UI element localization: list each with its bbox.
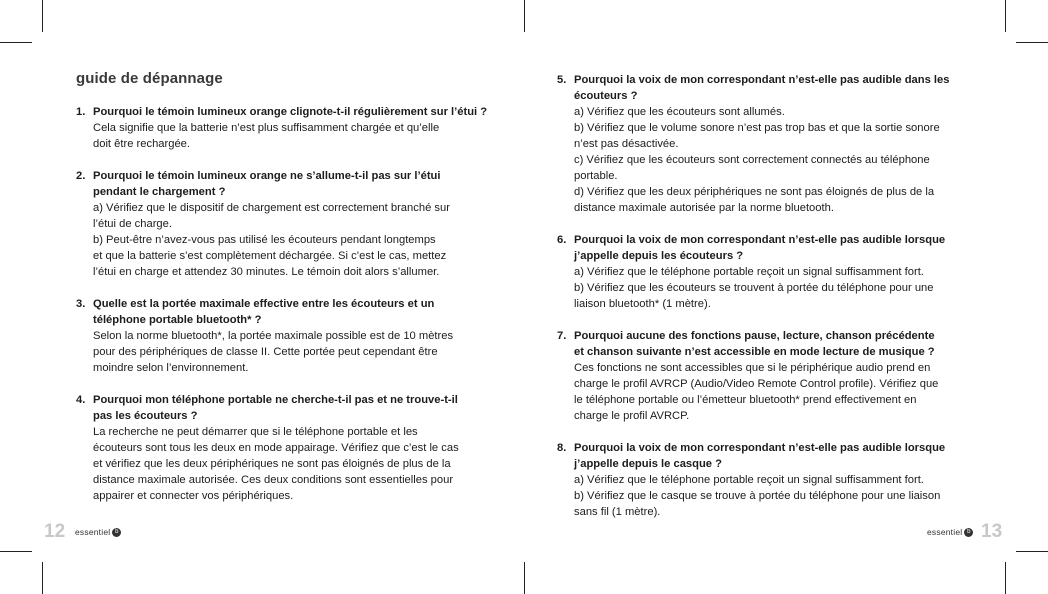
crop-mark: [0, 42, 32, 43]
answer: La recherche ne peut démarrer que si le téléphone portable et les écouteurs sont tous les deux en mode appairage. Vérifiez que c’est le cas et vérifiez que les deux périphériques ne sont pas éloignés de plus de la distance maximale autorisée. Ces deux conditions sont essentielles pour appairer et connecter vos périphériques.: [93, 426, 459, 502]
item-number: 7.: [557, 330, 567, 342]
page-number-left: 12: [44, 521, 66, 542]
brand-name: essentiel: [927, 527, 963, 537]
brand-mark-icon: b: [964, 528, 973, 537]
item-number: 6.: [557, 234, 567, 246]
brand-logo-right: [927, 527, 973, 537]
faq-item: [557, 440, 977, 520]
crop-mark: [1005, 0, 1006, 32]
answer: Selon la norme bluetooth*, la portée maximale possible est de 10 mètres pour des périphériques de classe II. Cette portée peut cependant être moindre selon l’environnement.: [93, 330, 454, 374]
right-page: [557, 72, 977, 536]
question: Pourquoi la voix de mon correspondant n’est-elle pas audible lorsque j’appelle depuis le casque ?: [574, 442, 946, 470]
crop-mark: [42, 0, 43, 32]
faq-item: [557, 72, 977, 216]
faq-item: [76, 392, 496, 504]
answer: Ces fonctions ne sont accessibles que si le périphérique audio prend en charge le profil AVRCP (Audio/Video Remote Control profile). Vérifiez que le téléphone portable ou l’émetteur bluetooth* prend effectivement en charge le profil AVRCP.: [574, 362, 939, 422]
answer: a) Vérifiez que le téléphone portable reçoit un signal suffisamment fort. b) Vérifiez que les écouteurs se trouvent à portée du téléphone pour une liaison bluetooth* (1 mètre).: [574, 266, 934, 310]
page-title: guide de dépannage: [76, 70, 223, 87]
question: Pourquoi la voix de mon correspondant n’est-elle pas audible dans les écouteurs ?: [574, 74, 950, 102]
crop-mark: [524, 562, 525, 594]
question: Pourquoi aucune des fonctions pause, lecture, chanson précédente et chanson suivante n’est accessible en mode lecture de musique ?: [574, 330, 935, 358]
answer: a) Vérifiez que les écouteurs sont allumés. b) Vérifiez que le volume sonore n’est pas trop bas et que la sortie sonore n’est pas désactivée. c) Vérifiez que les écouteurs sont correctement connectés au téléphone portable. d) Vérifiez que les deux périphériques ne sont pas éloignés de plus de la distance maximale autorisée par la norme bluetooth.: [574, 106, 940, 214]
crop-mark: [42, 562, 43, 594]
crop-mark: [1005, 562, 1006, 594]
question: Pourquoi la voix de mon correspondant n’est-elle pas audible lorsque j’appelle depuis les écouteurs ?: [574, 234, 946, 262]
question: Pourquoi le témoin lumineux orange ne s’allume-t-il pas sur l’étui pendant le chargement ?: [93, 170, 441, 198]
answer: a) Vérifiez que le dispositif de chargement est correctement branché sur l’étui de charge. b) Peut-être n’avez-vous pas utilisé les écouteurs pendant longtemps et que la batterie s’est complètement déchargée. Si c’est le cas, mettez l’étui en charge et attendez 30 minutes. Le témoin doit alors s’allumer.: [93, 202, 450, 278]
faq-item: [557, 232, 977, 312]
question: Pourquoi le témoin lumineux orange clignote-t-il régulièrement sur l’étui ?: [93, 106, 488, 118]
faq-item: [76, 296, 496, 376]
faq-item: [76, 168, 496, 280]
crop-mark: [524, 0, 525, 32]
item-number: 4.: [76, 394, 86, 406]
item-number: 2.: [76, 170, 86, 182]
faq-item: [557, 328, 977, 424]
brand-name: essentiel: [75, 527, 111, 537]
page-number-right: 13: [981, 521, 1003, 542]
crop-mark: [1016, 551, 1048, 552]
item-number: 8.: [557, 442, 567, 454]
faq-item: [76, 104, 496, 152]
brand-mark-icon: b: [112, 528, 121, 537]
question: Pourquoi mon téléphone portable ne cherche-t-il pas et ne trouve-t-il pas les écouteurs ?: [93, 394, 458, 422]
brand-logo-left: [75, 527, 121, 537]
crop-mark: [1016, 42, 1048, 43]
question: Quelle est la portée maximale effective entre les écouteurs et un téléphone portable bluetooth* ?: [93, 298, 435, 326]
item-number: 5.: [557, 74, 567, 86]
left-page: [76, 70, 496, 520]
answer: a) Vérifiez que le téléphone portable reçoit un signal suffisamment fort. b) Vérifiez que le casque se trouve à portée du téléphone pour une liaison sans fil (1 mètre).: [574, 474, 941, 518]
item-number: 1.: [76, 106, 86, 118]
answer: Cela signifie que la batterie n’est plus suffisamment chargée et qu’elle doit être rechargée.: [93, 122, 440, 150]
crop-mark: [0, 551, 32, 552]
item-number: 3.: [76, 298, 86, 310]
